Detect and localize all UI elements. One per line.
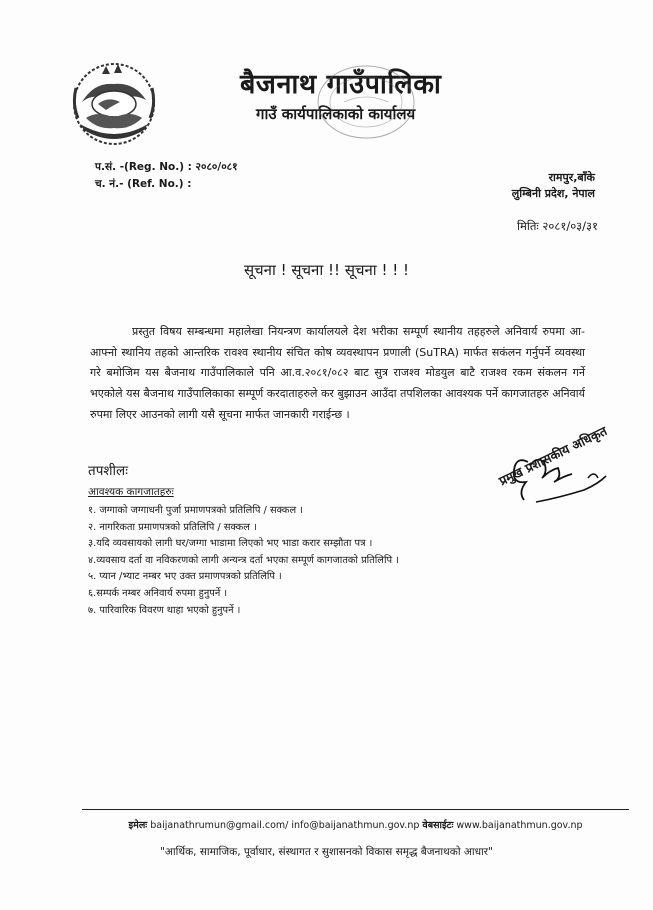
footer-motto: "आर्थिक, सामाजिक, पूर्वाधार, संस्थागत र सुशासनको विकास समृद्ध बैजनाथको आधार" [160, 846, 493, 858]
list-item: ५. प्यान /भ्याट नम्बर भए उक्त प्रमाणपत्रको प्रतिलिपि । [88, 571, 282, 583]
date-label: मितिः [517, 219, 539, 233]
date-value: २०८१/०३/३१ [542, 219, 598, 233]
list-item: ६.सम्पर्क नम्बर अनिवार्य रुपमा हुनुपर्ने । [88, 587, 228, 599]
address-line-2: लुम्बिनी प्रदेश, नेपाल [511, 187, 595, 200]
office-title: बैजनाथ गाउँपालिका [240, 69, 442, 100]
website-label: वेबसाईटः [422, 820, 454, 831]
nepal-emblem-logo [68, 58, 160, 150]
footer-contacts [82, 818, 629, 831]
notice-heading: सूचना ! सूचना !! सूचना ! ! ! [243, 261, 410, 279]
handwritten-signature [488, 448, 638, 558]
website-value[interactable]: www.baijanathmun.gov.np [456, 820, 583, 831]
annex-heading: तपशीलः [88, 463, 128, 479]
email-value[interactable]: baijanathrumun@gmail.com/ info@baijanathmun.gov.np [150, 820, 420, 831]
list-item: १. जग्गाको जग्गाधनी पुर्जा प्रमाणपत्रको प्रतिलिपि / सक्कल । [88, 505, 303, 516]
reference-number [95, 177, 191, 191]
reg-label: प.सं. -(Reg. No.) : [95, 161, 192, 173]
requirements-list [88, 503, 518, 619]
list-item: ४.व्यवसाय दर्ता वा नविकरणको लागी अन्यन्त्र दर्ता भएका सम्पूर्ण कागजातको प्रतिलिपि । [88, 554, 399, 566]
list-item: २. नागरिकता प्रमाणपत्रको प्रतिलिपि / सक्कल । [88, 521, 257, 533]
office-subtitle: गाउँ कार्यपालिकाको कार्यालय [256, 105, 416, 123]
list-item: ३.यदि व्यवसायको लागी घर/जग्गा भाडामा लिएको भए भाडा करार सम्झौता पत्र । [88, 538, 373, 550]
office-seal [314, 62, 418, 142]
requirements-title: आवश्यक कागजातहरुः [88, 486, 174, 498]
address-line-1: रामपुर,बाँके [548, 171, 595, 184]
list-item: ७. पारिवारिक विवरण थाहा भएको हुनुपर्ने । [88, 604, 241, 616]
ref-label: च. नं.- (Ref. No.) : [95, 178, 192, 190]
notice-body: प्रस्तुत विषय सम्बन्धमा महालेखा नियन्त्रण कार्यालयले देश भरीका सम्पूर्ण स्थानीय तहहरुले अनिवार्य रुपमा आ-आफ्नो स्थानिय तहको आन्तरिक रावश्व स्थानीय संचित कोष व्यवस्थापन प्रणाली (SuTRA) मार्फत सकंलन गर्नुपर्ने व्यवस्था गरे बमोजिम यस बैजनाथ गाउँपालिकाले पनि आ.व.२०८१/०८२ बाट सुत्र राजश्व मोडयुल बाटै राजश्व रकम संकलन गर्ने भएकोले यस बैजनाथ गाउँपालिकाका सम्पूर्ण करदाताहरुले कर बुझाउन आउँदा तपशिलका आवश्यक पर्ने कागजातहरु अनिवार्य रुपमा लिएर आउनको लागी यसै सूचना मार्फत जानकारी गराईन्छ । [90, 325, 585, 421]
designation-stamp: प्रमुख प्रशासकीय अधिकृत [496, 423, 610, 489]
letter-date [517, 219, 598, 234]
email-label: इमेलः [128, 820, 148, 831]
registration-number [95, 160, 238, 174]
footer-divider [82, 809, 629, 810]
reg-value: २०८०/०८१ [195, 161, 238, 173]
